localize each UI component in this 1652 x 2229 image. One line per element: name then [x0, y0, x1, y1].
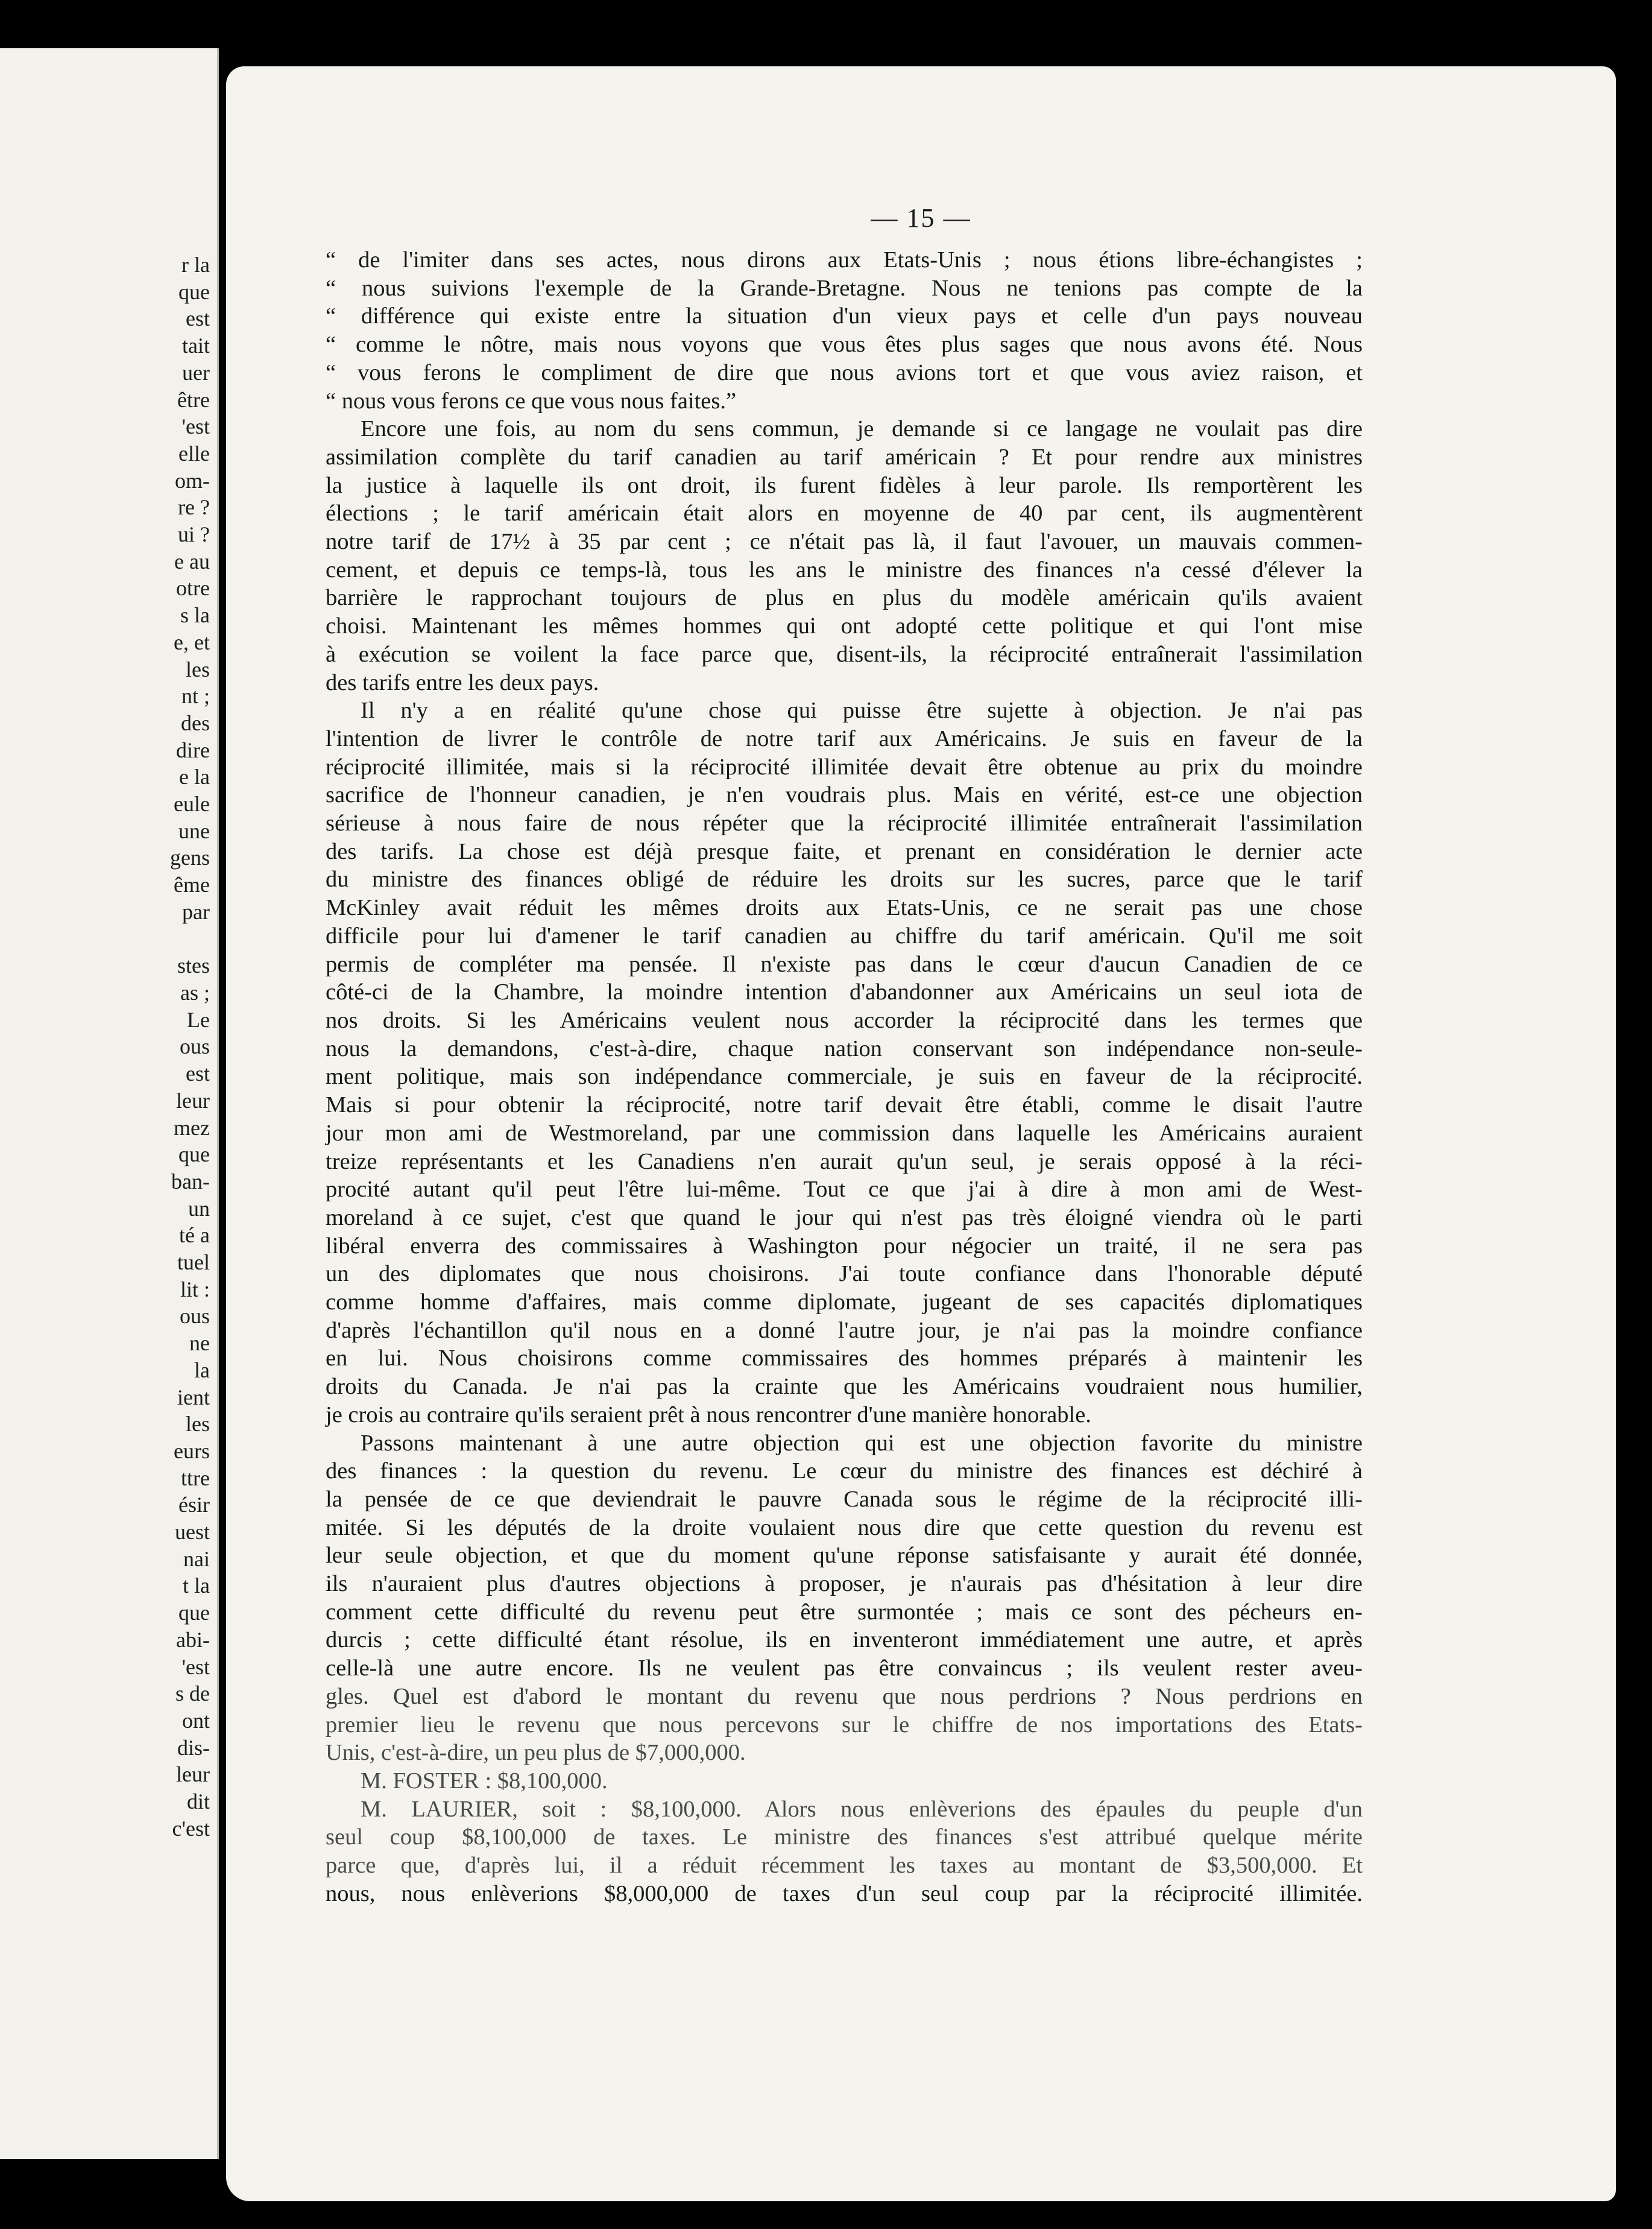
previous-page-line-fragment: être	[177, 387, 210, 412]
text-line: gles. Quel est d'abord le montant du revenu que nous perdrions ? Nous perdrions en	[326, 1683, 1363, 1709]
previous-page-line-fragment: dit	[186, 1789, 210, 1814]
text-line: à exécution se voilent la face parce que, disent-ils, la réciprocité entraînerait l'assimilation	[326, 641, 1363, 667]
text-line: leur seule objection, et que du moment qu'une réponse satisfaisante y aurait été donnée,	[326, 1543, 1363, 1569]
text-line: notre tarif de 17½ à 35 par cent ; ce n'était pas là, il faut l'avouer, un mauvais commen-	[326, 529, 1363, 555]
text-line: comme homme d'affaires, mais comme diplomate, jugeant de ses capacités diplomatiques	[326, 1289, 1363, 1315]
text-line: durcis ; cette difficulté étant résolue, ils en inventeront immédiatement une autre, et après	[326, 1627, 1363, 1653]
text-line: permis de compléter ma pensée. Il n'existe pas dans le cœur d'aucun Canadien de ce	[326, 951, 1363, 977]
previous-page-line-fragment: dis-	[177, 1735, 210, 1760]
previous-page-line-fragment: leur	[176, 1088, 210, 1113]
previous-page-line-fragment: gens	[170, 846, 210, 870]
text-line: nos droits. Si les Américains veulent nous accorder la réciprocité dans les termes que	[326, 1007, 1363, 1033]
previous-page-line-fragment: tait	[182, 334, 210, 358]
text-line: nous la demandons, c'est-à-dire, chaque nation conservant son indépendance non-seule-	[326, 1035, 1363, 1061]
text-line: la pensée de ce que deviendrait le pauvre Canada sous le régime de la réciprocité illi-	[326, 1486, 1363, 1512]
text-line: des finances : la question du revenu. Le cœur du ministre des finances est déchiré à	[326, 1458, 1363, 1484]
previous-page-line-fragment: tuel	[177, 1250, 210, 1275]
page-number: — 15 —	[871, 203, 971, 233]
text-line: M. LAURIER, soit : $8,100,000. Alors nous enlèverions des épaules du peuple d'un	[361, 1796, 1363, 1822]
previous-page-line-fragment: elle	[178, 441, 210, 466]
text-line: Encore une fois, au nom du sens commun, je demande si ce langage ne voulait pas dire	[361, 416, 1363, 442]
text-line: libéral enverra des commissaires à Washington pour négocier un traité, il ne sera pas	[326, 1233, 1363, 1259]
previous-page-line-fragment: ui ?	[178, 522, 210, 547]
text-line: élections ; le tarif américain était alors en moyenne de 40 par cent, ils augmentèrent	[326, 501, 1363, 526]
text-line: droits du Canada. Je n'ai pas la crainte que les Américains voudraient nous humilier,	[326, 1374, 1363, 1400]
previous-page-line-fragment: est	[186, 1061, 210, 1086]
previous-page-line-fragment: re ?	[178, 495, 210, 520]
previous-page-line-fragment: uest	[175, 1520, 210, 1544]
text-line: “ comme le nôtre, mais nous voyons que vous êtes plus sages que nous avons été. Nous	[326, 332, 1363, 358]
text-line: moreland à ce sujet, c'est que quand le jour qui n'est pas très éloigné viendra où le parti	[326, 1204, 1363, 1230]
previous-page-line-fragment: t la	[183, 1573, 210, 1598]
previous-page-line-fragment: ont	[181, 1708, 210, 1733]
text-line: comment cette difficulté du revenu peut être surmontée ; mais ce sont des pécheurs en-	[326, 1599, 1363, 1625]
previous-page-line-fragment: la	[194, 1358, 210, 1382]
text-line: en lui. Nous choisirons comme commissaires des hommes préparés à maintenir les	[326, 1345, 1363, 1371]
previous-page-line-fragment: dire	[176, 738, 210, 762]
previous-page-line-fragment: ne	[189, 1331, 210, 1356]
previous-page-line-fragment: Le	[187, 1007, 210, 1032]
text-line: M. FOSTER : $8,100,000.	[361, 1768, 608, 1794]
previous-page-line-fragment: s la	[180, 603, 210, 628]
body-text	[326, 246, 1363, 1908]
text-line: sacrifice de l'honneur canadien, je n'en voudrais plus. Mais en vérité, est-ce une objection	[326, 782, 1363, 808]
text-line: “ vous ferons le compliment de dire que nous avions tort et que vous aviez raison, et	[326, 359, 1363, 385]
previous-page-line-fragment: ésir	[178, 1493, 210, 1517]
text-line: difficile pour lui d'amener le tarif canadien au chiffre du tarif américain. Qu'il me soit	[326, 923, 1363, 949]
text-line: côté-ci de la Chambre, la moindre intention d'abandonner aux Américains un seul iota de	[326, 979, 1363, 1005]
previous-page-line-fragment: abi-	[176, 1627, 210, 1652]
previous-page-line-fragment: ban-	[171, 1169, 210, 1194]
previous-page-line-fragment: que	[178, 1601, 210, 1625]
text-line: je crois au contraire qu'ils seraient prêt à nous rencontrer d'une manière honorable.	[326, 1402, 1091, 1428]
previous-page-line-fragment: leur	[176, 1762, 210, 1787]
text-line: réciprocité illimitée, mais si la réciprocité illimitée devait être obtenue au prix du moindre	[326, 754, 1363, 780]
previous-page-line-fragment: otre	[176, 576, 210, 601]
previous-page-line-fragment: lit :	[180, 1277, 210, 1301]
previous-page-line-fragment: un	[188, 1196, 210, 1221]
text-line: “ nous suivions l'exemple de la Grande-Bretagne. Nous ne tenions pas compte de la	[326, 275, 1363, 301]
previous-page-line-fragment: ient	[177, 1385, 210, 1409]
text-line: McKinley avait réduit les mêmes droits aux Etats-Unis, ce ne serait pas une chose	[326, 895, 1363, 921]
text-line: seul coup $8,100,000 de taxes. Le ministre des finances s'est attribué quelque mérite	[326, 1824, 1363, 1850]
text-line: ils n'auraient plus d'autres objections à proposer, je n'aurais pas d'hésitation à leur dire	[326, 1571, 1363, 1597]
document-page	[226, 66, 1616, 2201]
text-line: celle-là une autre encore. Ils ne veulent pas être convaincus ; ils veulent rester aveu-	[326, 1655, 1363, 1681]
previous-page-fragment	[0, 48, 219, 2159]
previous-page-line-fragment: stes	[177, 953, 210, 978]
text-line: premier lieu le revenu que nous percevons sur le chiffre de nos importations des Etats-	[326, 1712, 1363, 1737]
previous-page-line-fragment: as ;	[180, 980, 210, 1005]
previous-page-line-fragment: eurs	[174, 1438, 210, 1463]
text-line: parce que, d'après lui, il a réduit récemment les taxes au montant de $3,500,000. Et	[326, 1853, 1363, 1879]
previous-page-line-fragment: ême	[174, 873, 210, 897]
text-line: “ différence qui existe entre la situation d'un vieux pays et celle d'un pays nouveau	[326, 303, 1363, 329]
previous-page-line-fragment: ttre	[181, 1465, 210, 1490]
previous-page-line-fragment: que	[178, 1142, 210, 1167]
previous-page-line-fragment: ous	[179, 1304, 210, 1329]
previous-page-line-fragment: mez	[174, 1115, 210, 1140]
previous-page-line-fragment: des	[181, 710, 210, 735]
previous-page-line-fragment: c'est	[172, 1816, 210, 1841]
previous-page-line-fragment: e la	[179, 765, 210, 789]
previous-page-line-fragment: uer	[182, 360, 210, 385]
text-line: cement, et depuis ce temps-là, tous les ans le ministre des finances n'a cessé d'élever la	[326, 557, 1363, 583]
previous-page-line-fragment: e, et	[174, 630, 210, 654]
previous-page-line-fragment: r la	[181, 253, 210, 277]
previous-page-line-fragment: les	[186, 1412, 210, 1437]
text-line: un des diplomates que nous choisirons. J'ai toute confiance dans l'honorable député	[326, 1261, 1363, 1287]
text-line: choisi. Maintenant les mêmes hommes qui ont adopté cette politique et qui l'ont mise	[326, 613, 1363, 639]
previous-page-line-fragment: s de	[175, 1681, 210, 1706]
text-line: des tarifs entre les deux pays.	[326, 669, 599, 695]
text-line: l'intention de livrer le contrôle de notre tarif aux Américains. Je suis en faveur de la	[326, 726, 1363, 751]
text-line: du ministre des finances obligé de réduire les droits sur les sucres, parce que le tarif	[326, 867, 1363, 893]
text-line: Unis, c'est-à-dire, un peu plus de $7,000,000.	[326, 1740, 746, 1766]
text-line: “ nous vous ferons ce que vous nous faites.”	[326, 388, 737, 414]
previous-page-line-fragment: eule	[174, 792, 210, 817]
text-line: procité autant qu'il peut l'être lui-même. Tout ce que j'ai à dire à mon ami de West-	[326, 1177, 1363, 1203]
previous-page-line-ends	[170, 251, 210, 1842]
previous-page-line-fragment: 'est	[181, 414, 210, 439]
previous-page-line-fragment: les	[186, 657, 210, 681]
previous-page-line-fragment: 'est	[181, 1654, 210, 1679]
previous-page-line-fragment: par	[182, 899, 210, 924]
text-line: assimilation complète du tarif canadien au tarif américain ? Et pour rendre aux ministres	[326, 444, 1363, 470]
text-line: mitée. Si les députés de la droite voulaient nous dire que cette question du revenu est	[326, 1514, 1363, 1540]
previous-page-line-fragment: une	[178, 818, 210, 843]
text-line: ment politique, mais son indépendance commerciale, je suis en faveur de la réciprocité.	[326, 1064, 1363, 1090]
previous-page-line-fragment: om-	[175, 468, 210, 493]
previous-page-line-fragment: que	[178, 279, 210, 304]
text-line: nous, nous enlèverions $8,000,000 de taxes d'un seul coup par la réciprocité illimitée.	[326, 1880, 1363, 1906]
text-line: Passons maintenant à une autre objection qui est une objection favorite du ministre	[361, 1430, 1363, 1456]
text-line: sérieuse à nous faire de nous répéter que la réciprocité illimitée entraînerait l'assimilation	[326, 811, 1363, 836]
previous-page-line-fragment: nai	[183, 1546, 210, 1571]
text-line: des tarifs. La chose est déjà presque faite, et prenant en considération le dernier acte	[326, 838, 1363, 864]
previous-page-line-fragment: nt ;	[181, 684, 210, 709]
text-line: Mais si pour obtenir la réciprocité, notre tarif devait être établi, comme le disait l'autre	[326, 1092, 1363, 1118]
text-line: “ de l'imiter dans ses actes, nous dirons aux Etats-Unis ; nous étions libre-échangistes ;	[326, 247, 1363, 273]
previous-page-line-fragment: té a	[179, 1223, 210, 1248]
text-line: treize représentants et les Canadiens n'en aurait qu'un seul, je serais opposé à la réci-	[326, 1148, 1363, 1174]
previous-page-line-fragment	[170, 926, 210, 953]
previous-page-line-fragment: e au	[174, 549, 210, 574]
text-line: la justice à laquelle ils ont droit, ils furent fidèles à leur parole. Ils remportèrent les	[326, 472, 1363, 498]
previous-page-line-fragment: est	[186, 306, 210, 331]
text-line: d'après l'échantillon qu'il nous en a donné l'autre jour, je n'ai pas la moindre confiance	[326, 1317, 1363, 1343]
text-line: barrière le rapprochant toujours de plus en plus du modèle américain qu'ils avaient	[326, 585, 1363, 611]
previous-page-line-fragment: ous	[179, 1034, 210, 1059]
text-line: Il n'y a en réalité qu'une chose qui puisse être sujette à objection. Je n'ai pas	[361, 698, 1363, 724]
text-line: jour mon ami de Westmoreland, par une commission dans laquelle les Américains auraient	[326, 1120, 1363, 1146]
